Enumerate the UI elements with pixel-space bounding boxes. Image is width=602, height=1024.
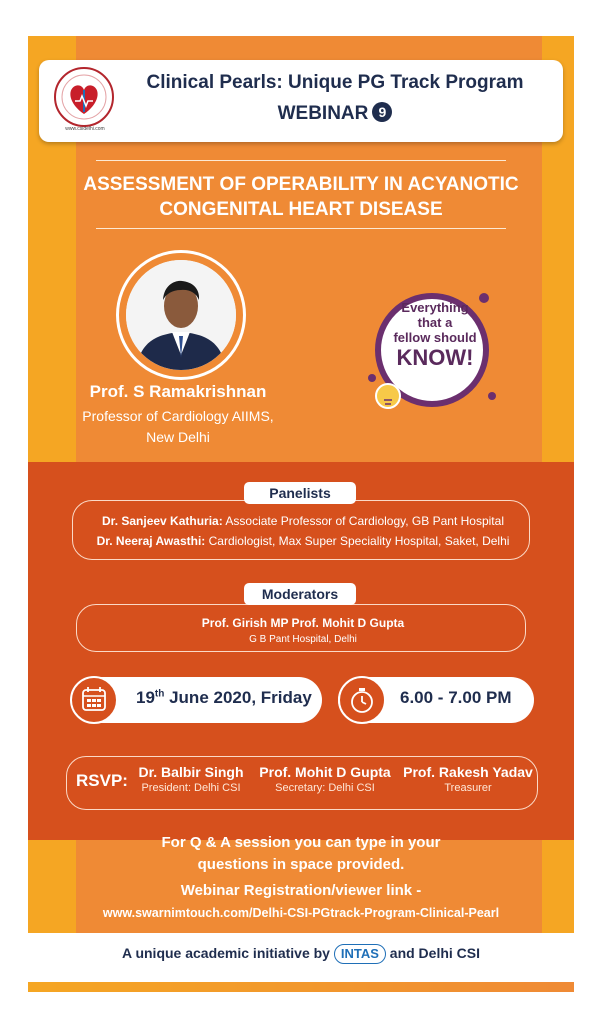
csi-logo-icon bbox=[53, 66, 115, 128]
calendar-icon bbox=[70, 676, 118, 724]
bubble-line-2: that a bbox=[417, 315, 453, 330]
webinar-number-badge: 9 bbox=[372, 102, 392, 122]
registration-title: Webinar Registration/viewer link - bbox=[180, 882, 422, 899]
footer-suffix: and Delhi CSI bbox=[385, 945, 481, 961]
webinar-heading bbox=[127, 102, 543, 125]
qa-note bbox=[76, 832, 526, 876]
rsvp-contact-3-role: Treasurer bbox=[444, 782, 492, 794]
topic-line-1: ASSESSMENT OF OPERABILITY IN ACYANOTIC bbox=[83, 174, 519, 195]
rsvp-label: RSVP: bbox=[76, 771, 128, 790]
footer-prefix: A unique academic initiative by bbox=[121, 945, 334, 961]
registration-link[interactable]: www.swarnimtouch.com/Delhi-CSI-PGtrack-Program-Clinical-Pearl bbox=[102, 906, 500, 920]
topic-divider-bottom bbox=[96, 228, 506, 229]
bubble-line-4: KNOW! bbox=[396, 345, 474, 370]
speaker-role-line-1: Professor of Cardiology AIIMS, bbox=[82, 408, 274, 424]
bubble-line-1: Everything bbox=[401, 300, 469, 315]
speaker-photo bbox=[126, 260, 236, 370]
panelist-2-name: Dr. Neeraj Awasthi: bbox=[96, 534, 206, 548]
event-date-rest: June 2020, Friday bbox=[164, 688, 312, 707]
stopwatch-icon bbox=[338, 676, 386, 724]
rsvp-contact-2-role: Secretary: Delhi CSI bbox=[275, 782, 375, 794]
topic-line-2: CONGENITAL HEART DISEASE bbox=[159, 199, 443, 220]
panelist-1 bbox=[88, 514, 518, 528]
moderators-label: Moderators bbox=[244, 583, 356, 605]
event-day: 19 bbox=[136, 688, 155, 707]
qa-line-1: For Q & A session you can type in your bbox=[161, 834, 441, 851]
event-day-suffix: th bbox=[154, 688, 165, 700]
rsvp-contact-2-name: Prof. Mohit D Gupta bbox=[259, 764, 391, 780]
rsvp-contact-3 bbox=[396, 764, 540, 794]
webinar-label: WEBINAR bbox=[277, 103, 369, 124]
bottom-bar bbox=[28, 982, 574, 992]
panelists-box bbox=[72, 500, 530, 560]
event-time: 6.00 - 7.00 PM bbox=[400, 688, 512, 707]
panelists-label: Panelists bbox=[244, 482, 356, 504]
speaker-role-line-2: New Delhi bbox=[146, 429, 210, 445]
panelist-2 bbox=[88, 534, 518, 548]
panelist-1-detail: Associate Professor of Cardiology, GB Pant Hospital bbox=[222, 514, 504, 528]
event-date bbox=[136, 688, 312, 708]
moderator-affiliation: G B Pant Hospital, Delhi bbox=[249, 634, 357, 645]
rsvp-contact-1 bbox=[126, 764, 256, 794]
topic-title bbox=[76, 172, 526, 222]
speaker-role bbox=[48, 406, 308, 448]
header-card bbox=[39, 60, 563, 142]
intas-logo: INTAS bbox=[334, 944, 386, 964]
bubble-line-3: fellow should bbox=[393, 330, 477, 345]
rsvp-contact-2 bbox=[252, 764, 398, 794]
rsvp-contact-3-name: Prof. Rakesh Yadav bbox=[403, 764, 533, 780]
panelist-1-name: Dr. Sanjeev Kathuria: bbox=[102, 514, 223, 528]
logo-url: www.csidelhi.com bbox=[65, 126, 105, 132]
program-title: Clinical Pearls: Unique PG Track Program bbox=[146, 72, 524, 93]
poster bbox=[28, 36, 574, 933]
speaker-portrait-icon bbox=[126, 260, 236, 370]
bubble-text bbox=[380, 300, 490, 370]
speaker-name: Prof. S Ramakrishnan bbox=[89, 382, 267, 401]
panelist-2-detail: Cardiologist, Max Super Speciality Hospital, Saket, Delhi bbox=[205, 534, 510, 548]
qa-line-2: questions in space provided. bbox=[197, 856, 405, 873]
moderator-names: Prof. Girish MP Prof. Mohit D Gupta bbox=[201, 616, 405, 630]
rsvp-contact-1-role: President: Delhi CSI bbox=[141, 782, 241, 794]
rsvp-contact-1-name: Dr. Balbir Singh bbox=[138, 764, 244, 780]
footer bbox=[0, 944, 602, 964]
topic-divider-top bbox=[96, 160, 506, 161]
